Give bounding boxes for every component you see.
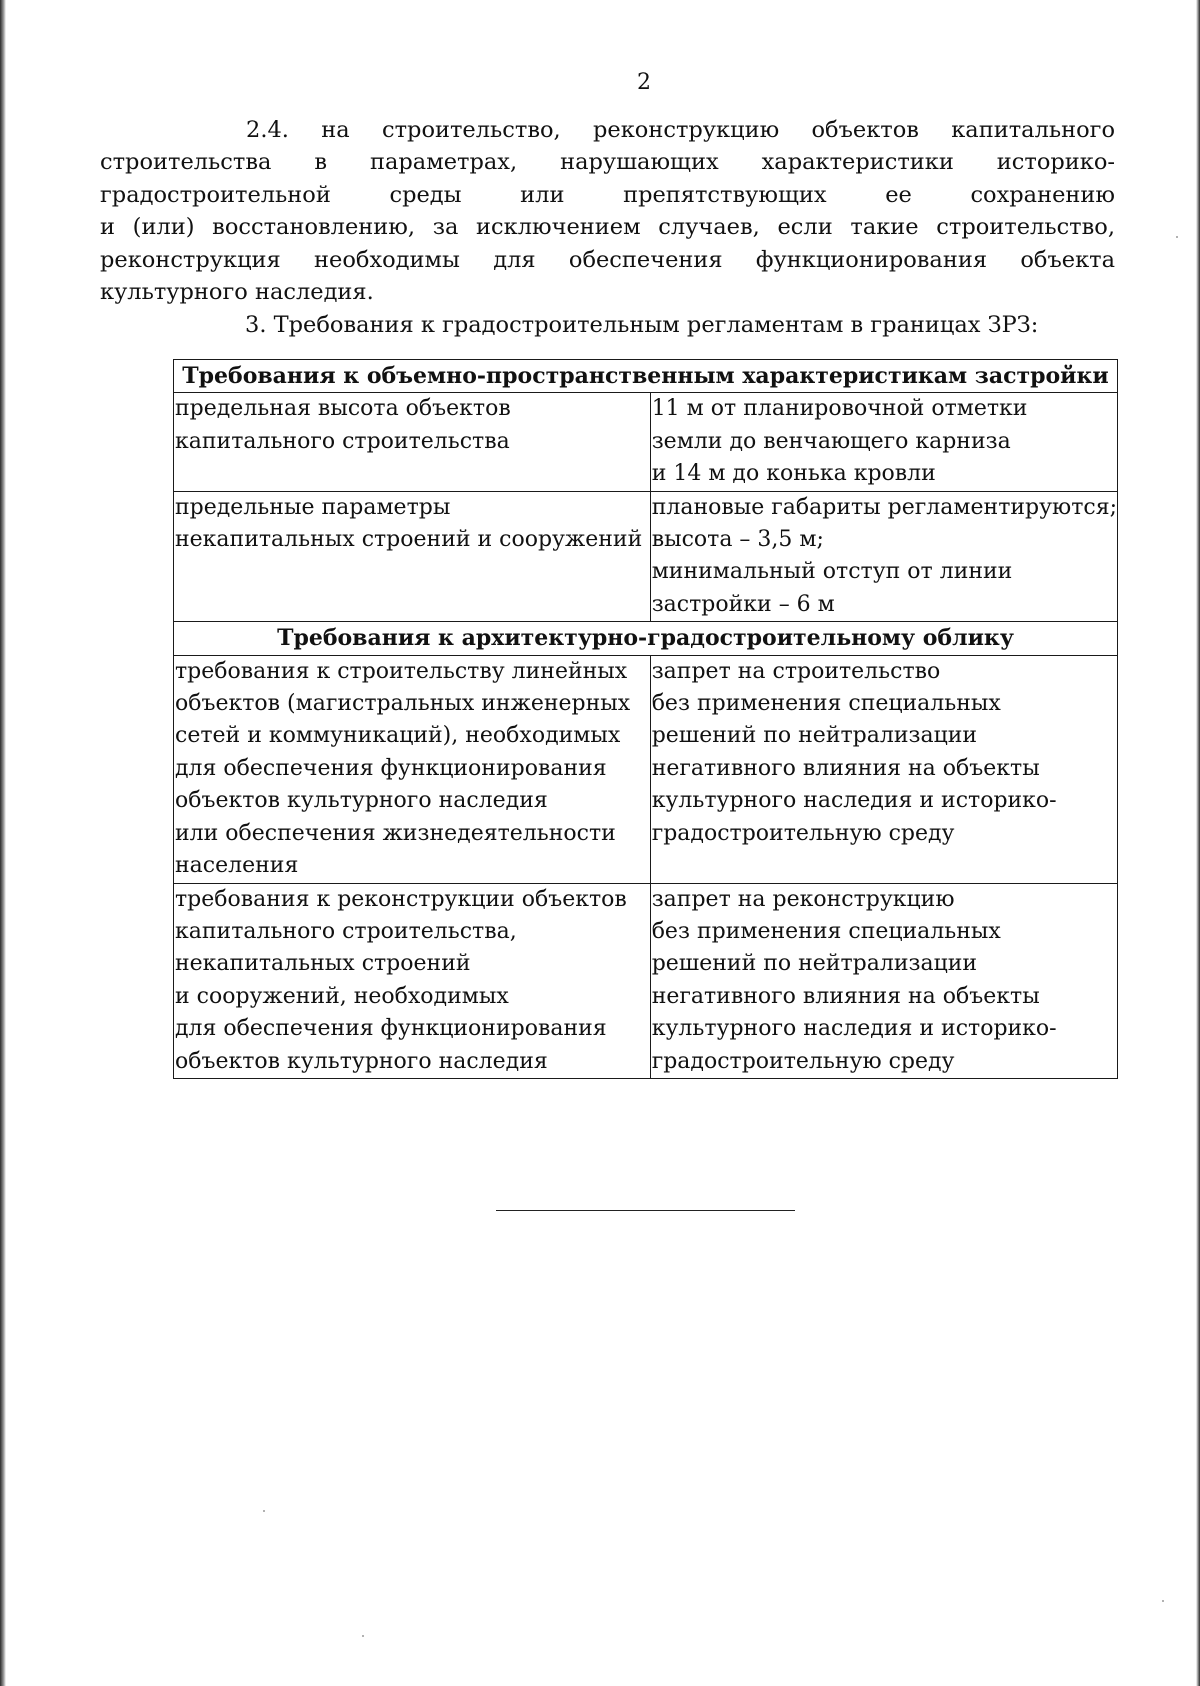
cell-line: негативного влияния на объекты (651, 983, 1040, 1009)
cell-line: 11 м от планировочной отметки (651, 396, 1028, 422)
paragraph-line: и (или) восстановлению, за исключением случаев, если такие строительство, (100, 214, 1115, 241)
scan-speck (1162, 1600, 1164, 1602)
table-cell-right (650, 393, 1117, 491)
paragraph-2-4 (100, 114, 1115, 308)
cell-line: объектов (магистральных инженерных (175, 691, 631, 717)
cell-line: сетей и коммуникаций), необходимых (175, 723, 621, 749)
table-cell-right (650, 491, 1117, 622)
cell-line: капитального строительства (175, 428, 510, 454)
cell-line: культурного наследия и историко- (651, 788, 1057, 814)
cell-line: некапитальных строений и сооружений (175, 527, 643, 553)
cell-line: решений по нейтрализации (651, 723, 978, 749)
cell-line: и сооружений, необходимых (175, 983, 509, 1009)
cell-line: градостроительную среду (651, 820, 955, 846)
cell-line: капитального строительства, (175, 918, 517, 944)
cell-line: требования к реконструкции объектов (175, 886, 627, 912)
paragraph-line: 2.4. на строительство, реконструкцию объектов капитального (246, 117, 1115, 143)
table-cell-right (650, 655, 1117, 883)
cell-line: негативного влияния на объекты (651, 755, 1040, 781)
cell-line: градостроительную среду (651, 1048, 955, 1074)
cell-line: предельные параметры (175, 494, 451, 520)
table-row (174, 393, 1118, 491)
scan-edge-left (0, 0, 6, 1686)
page-number: 2 (637, 70, 651, 95)
paragraph-2-4-text (100, 114, 1115, 308)
section-header-architectural: Требования к архитектурно-градостроительному облику (174, 622, 1118, 655)
cell-line: некапитальных строений (175, 951, 471, 977)
cell-line: запрет на реконструкцию (651, 886, 955, 912)
cell-line: и 14 м до конька кровли (651, 461, 936, 487)
scan-speck (1176, 236, 1178, 238)
cell-line: решений по нейтрализации (651, 951, 978, 977)
cell-line: требования к строительству линейных (175, 658, 628, 684)
cell-line: земли до венчающего карниза (651, 428, 1011, 454)
paragraph-line: культурного наследия. (100, 279, 374, 306)
paragraph-3: 3. Требования к градостроительным регламентам в границах ЗРЗ: (245, 312, 1039, 338)
cell-line: культурного наследия и историко- (651, 1016, 1057, 1042)
cell-line: без применения специальных (651, 918, 1001, 944)
paragraph-line: реконструкция необходимы для обеспечения функционирования объекта (100, 246, 1115, 273)
cell-line: предельная высота объектов (175, 396, 511, 422)
scan-edge-right (1196, 0, 1200, 1686)
cell-line: или обеспечения жизнедеятельности (175, 820, 616, 846)
cell-line: запрет на строительство (651, 658, 941, 684)
requirements-table (173, 359, 1118, 1079)
cell-line: без применения специальных (651, 691, 1001, 717)
cell-line: для обеспечения функционирования (175, 755, 607, 781)
table-cell-left (174, 393, 651, 491)
scan-speck (263, 1510, 265, 1512)
table-cell-right (650, 883, 1117, 1078)
table-cell-left (174, 883, 651, 1078)
table-row (174, 883, 1118, 1078)
cell-line: для обеспечения функционирования (175, 1016, 607, 1042)
table-cell-left (174, 491, 651, 622)
end-separator-line (496, 1210, 795, 1211)
table-section-header (174, 360, 1118, 393)
table-row (174, 491, 1118, 622)
scan-speck (362, 1635, 364, 1637)
cell-line: высота – 3,5 м; (651, 527, 824, 553)
table-section-header (174, 622, 1118, 655)
cell-line: населения (175, 853, 299, 879)
table-row (174, 655, 1118, 883)
cell-line: плановые габариты регламентируются; (651, 494, 1117, 520)
cell-line: объектов культурного наследия (175, 1048, 548, 1074)
table-cell-left (174, 655, 651, 883)
cell-line: объектов культурного наследия (175, 788, 548, 814)
cell-line: застройки – 6 м (651, 591, 835, 617)
paragraph-line: строительства в параметрах, нарушающих характеристики историко- (100, 149, 1115, 176)
paragraph-line: градостроительной среды или препятствующих ее сохранению (100, 181, 1115, 208)
section-header-volumetric: Требования к объемно-пространственным характеристикам застройки (174, 360, 1118, 393)
cell-line: минимальный отступ от линии (651, 559, 1013, 585)
